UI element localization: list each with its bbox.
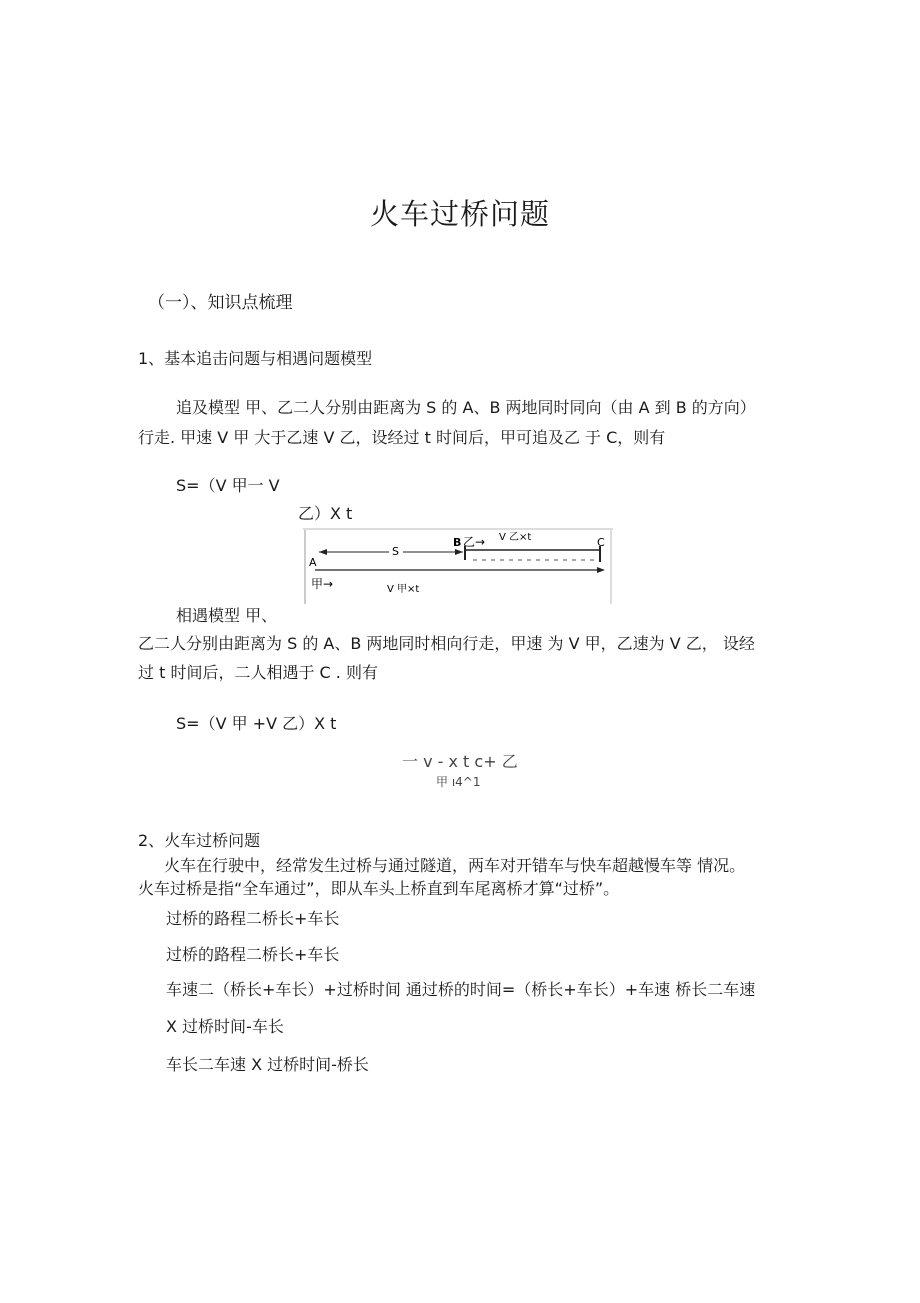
bridge-paragraph-line-2: 火车过桥是指“全车通过”，即从车头上桥直到车尾离桥才算“过桥”。 (138, 879, 620, 898)
label-b: B (453, 536, 462, 549)
meet-formula: S=（V 甲 +V 乙）X t (176, 714, 337, 733)
meet-paragraph-line-2: 乙二人分别由距离为 S 的 A、B 两地同时相向行走，甲速 为 V 甲，乙速为 V 乙， 设经 (138, 634, 755, 653)
label-v-jia-t: V 甲×t (387, 584, 420, 595)
chase-model-diagram (303, 528, 613, 606)
chase-paragraph-line-2: 行走. 甲速 V 甲 大于乙速 V 乙，设经过 t 时间后，甲可追及乙 于 C，则有 (138, 428, 666, 447)
subsection-heading-2: 2、火车过桥问题 (138, 831, 261, 850)
garbled-formula-line-1: 一 v - x t c+ 乙 (402, 752, 518, 771)
label-a: A (309, 556, 317, 569)
s-left-arrowhead (319, 549, 327, 555)
subsection-heading-1: 1、基本追击问题与相遇问题模型 (138, 349, 373, 368)
page-title: 火车过桥问题 (369, 197, 550, 231)
bridge-formula-3: 车速二（桥长+车长）+过桥时间 通过桥的时间=（桥长+车长）+车速 桥长二车速 (166, 980, 756, 999)
section-heading: （一）、知识点梳理 (148, 293, 293, 313)
label-s: S (392, 545, 399, 558)
bridge-formula-2: 过桥的路程二桥长+车长 (166, 945, 340, 964)
meet-paragraph-line-3: 过 t 时间后，二人相遇于 C . 则有 (138, 663, 378, 682)
chase-formula-line-1: S=（V 甲一 V (176, 476, 280, 495)
garbled-formula-line-2: 甲 ı4^1 (436, 775, 481, 789)
bridge-formula-4: X 过桥时间-车长 (166, 1017, 284, 1036)
s-right-arrowhead (455, 549, 463, 555)
bridge-formula-5: 车长二车速 X 过桥时间-桥长 (166, 1055, 369, 1074)
chase-paragraph-line-1: 追及模型 甲、乙二人分别由距离为 S 的 A、B 两地同时同向（由 A 到 B 的方向） (176, 398, 756, 417)
label-v-yi-t: V 乙×t (499, 532, 532, 543)
bridge-formula-1: 过桥的路程二桥长+车长 (166, 909, 340, 928)
a-to-c-arrowhead (597, 567, 605, 573)
label-yi-arrow: 乙→ (463, 535, 486, 549)
label-jia-arrow: 甲→ (311, 577, 334, 591)
chase-formula-line-2: 乙）X t (298, 504, 353, 523)
label-c: C (597, 536, 605, 549)
meet-paragraph-line-1: 相遇模型 甲、 (176, 606, 278, 625)
bridge-paragraph-line-1: 火车在行驶中，经常发生过桥与通过隧道，两车对开错车与快车超越慢车等 情况。 (164, 856, 746, 875)
